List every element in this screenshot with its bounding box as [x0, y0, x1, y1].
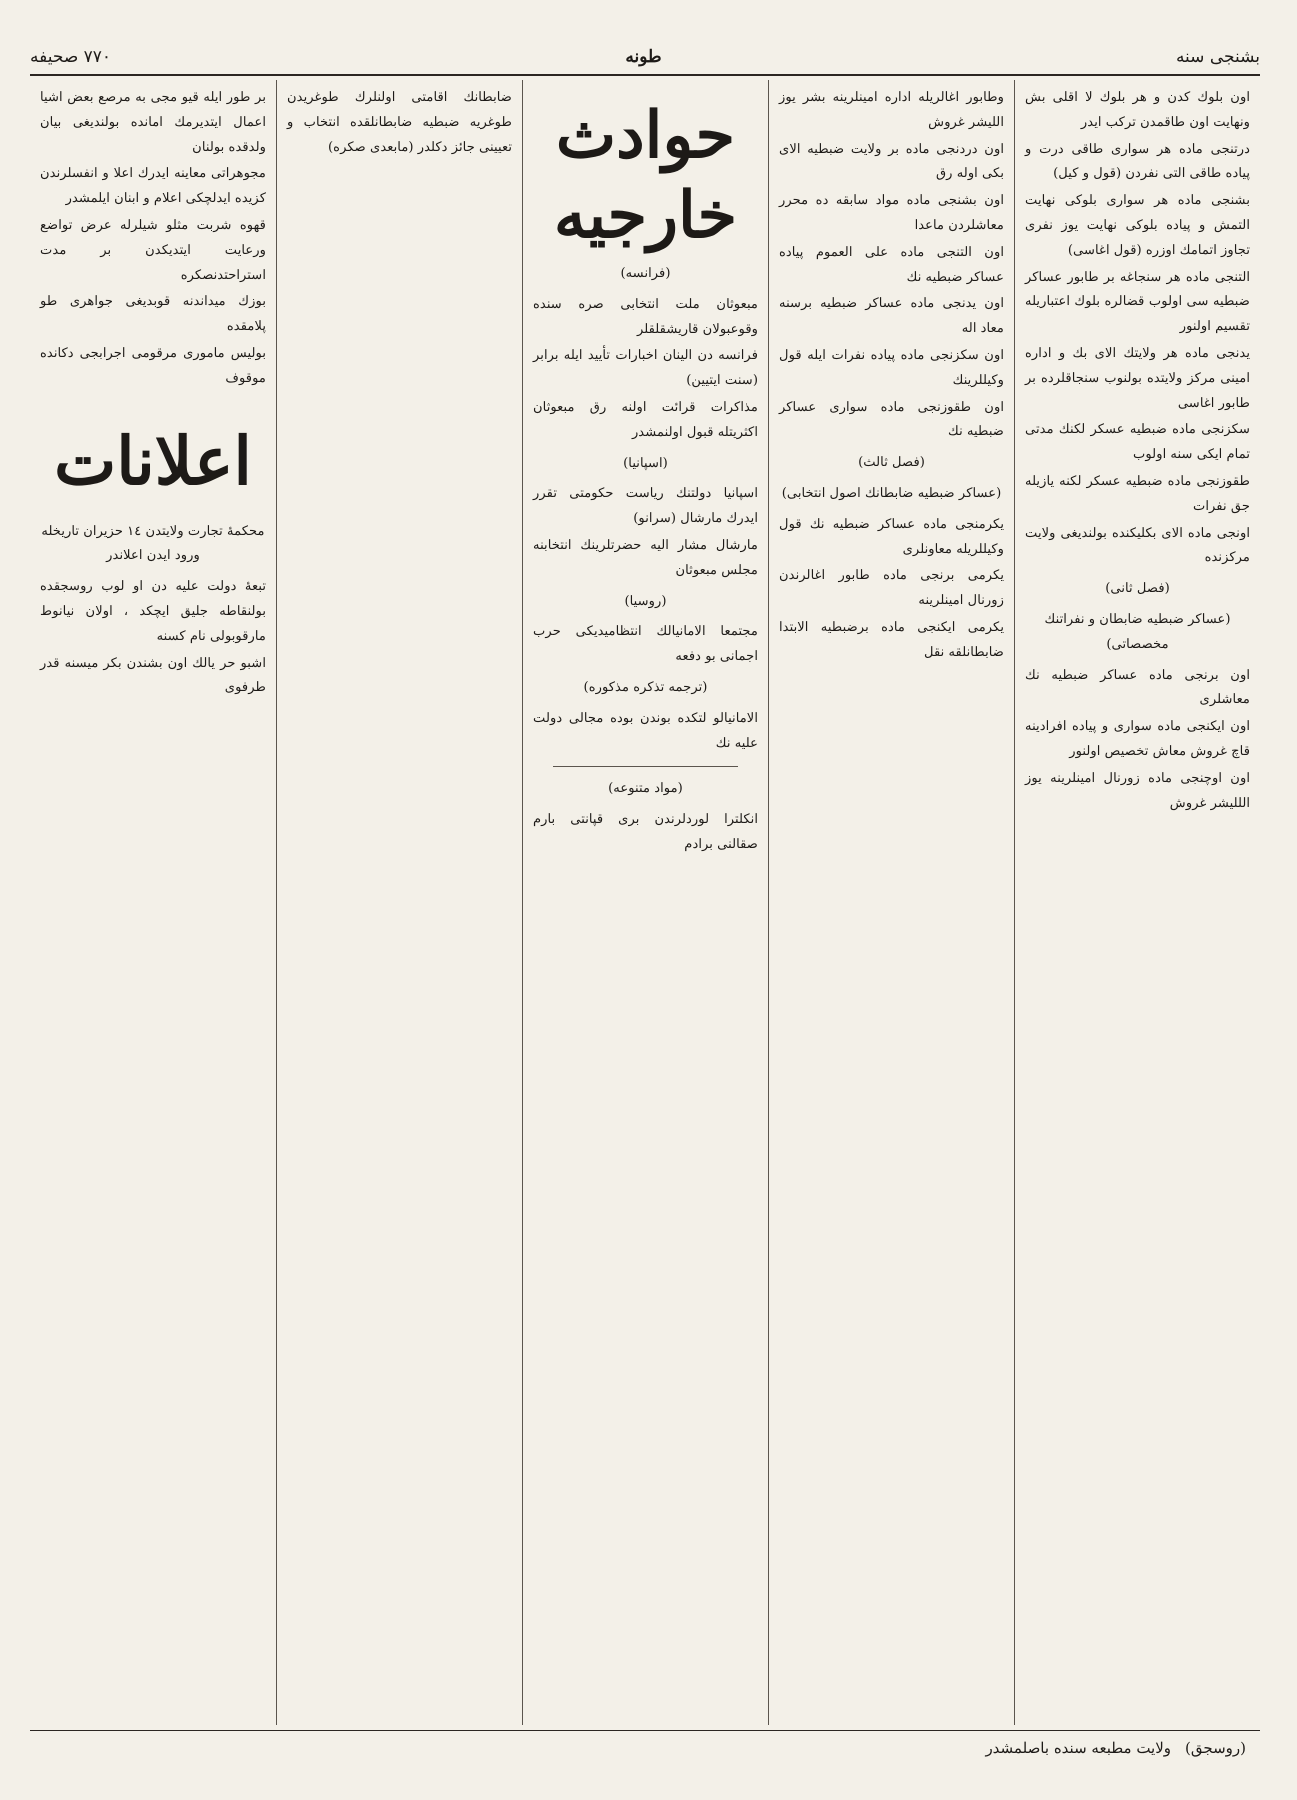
columns	[30, 80, 1260, 1725]
column-5	[30, 80, 276, 1725]
paragraph: ضابطانك اقامتی اولنلرك طوغریدن طوغریه ضبطیه ضابطانلقده انتخاب و تعیینی جائز دکلدر (مابعدی صکره)	[287, 90, 512, 155]
paragraph: مذاكرات قرائت اولنه رق مبعوثان اكثریتله قبول اولنمشدر	[533, 399, 758, 440]
paragraph: فرانسه دن الینان اخبارات تأیید ایله برابر (سنت ایتیین)	[533, 348, 758, 389]
paragraph: تبعهٔ دولت علیه دن او لوب روسجقده بولنقاطه جلیق ایچکد ، اولان نیانوط مارقوبولی نام کسنه	[40, 579, 266, 644]
paragraph: اون بشنجی ماده مواد سابقه ده محرر معاشلردن ماعدا	[779, 193, 1004, 233]
paragraph: طقوزنجی ماده ضبطیه عسکر لكنه یازیله جق نفرات	[1025, 473, 1250, 514]
paragraph: یدنجی ماده هر ولایتك الای بك و اداره امینی مرکز ولایتده بولنوب سنجاقلرده بر طابور اغاسی	[1025, 345, 1250, 411]
section-title: (فصل ثانی)	[1105, 581, 1170, 597]
column-2	[768, 80, 1014, 1725]
paragraph: اون اوچنجی ماده زورنال امینلرینه یوز الللیشر غروش	[1025, 770, 1250, 811]
paragraph: مجوهراتی معاینه ایدرك اعلا و انفسلرندن کزیده ایدلچکی اعلام و ابنان ایلمشدر	[40, 166, 266, 207]
paragraph: یکرمنجی ماده عساکر ضبطیه نك قول وکیللریله معاونلری	[779, 516, 1004, 557]
paragraph: بر طور ایله قیو مجی به مرصع بعض اشیا اعمال ایتدیرمك امانده بولندیغی بیان ولدقده بولنان	[40, 90, 266, 155]
footer-printer: ولایت مطبعه سنده باصلمشدر	[985, 1739, 1172, 1757]
announcements-masthead: اعلانات	[54, 421, 252, 500]
column-3	[522, 80, 768, 1725]
paragraph: وطابور اغالریله اداره امینلرینه بشر یوز اللیشر غروش	[779, 90, 1004, 130]
header-year: بشنجی سنه	[1175, 47, 1260, 67]
paragraph: اون ایکنجی ماده سواری و پیاده افرادینه قاچ غروش معاش تخصیص اولنور	[1025, 719, 1250, 759]
header-paper-name: طونه	[625, 47, 662, 67]
announcement-intro: محکمۀ تجارت ولایتدن ١٤ حزیران تاریخله ورود ایدن اعلاندر	[41, 523, 265, 564]
section-title-france: (فرانسه)	[620, 266, 671, 281]
paragraph: اون بلوك كدن و هر بلوك لا اقلى بش ونهايت اون طاقمدن ترکب ايدر	[1025, 90, 1250, 130]
paragraph: انکلترا لوردلرندن بری قپانتی بارم صقالنی برادم	[533, 812, 758, 852]
paragraph: التنجی ماده هر سنجاغه بر طابور عساکر ضبطیه سی اولوب قضالره بلوك اعتباریله تقسیم اولنور	[1025, 269, 1250, 335]
section-title-russia: (روسیا)	[624, 593, 667, 609]
paragraph: بولیس ماموری مرقومی اجرابجی دکانده موقوف	[40, 345, 266, 386]
paragraph: اشبو حر یالك اون بشندن بکر میسنه قدر طرفوی	[40, 655, 266, 696]
paragraph: اون یدنجی ماده عساکر ضبطیه برسنه معاد اله	[779, 296, 1004, 337]
paragraph: بوزك میداندنه قوبدیغی جواهری طو پلامقده	[40, 294, 266, 335]
paragraph: مجتمعا الامانیالك انتظامیدیکی حرب اجمانی بو دفعه	[533, 624, 758, 665]
page-footer	[30, 1730, 1260, 1765]
section-title: (فصل ثالث)	[858, 455, 925, 471]
section-subtitle: (عساکر ضبطیه ضابطان و نفراتنك مخصصاتی)	[1044, 611, 1231, 652]
divider	[553, 766, 738, 767]
newspaper-page	[30, 40, 1260, 1770]
section-title-spain: (اسپانیا)	[623, 455, 668, 471]
paragraph: سکزنجی ماده ضبطیه عسکر لکنك مدتی تمام ایکی سنه اولوب	[1025, 422, 1250, 463]
foreign-news-masthead: حوادث خارجیه	[553, 98, 738, 253]
paragraph: اون برنجی ماده عساکر ضبطیه نك معاشلری	[1025, 667, 1250, 708]
paragraph: اسپانیا دولتنك ریاست حکومتی تقرر ایدرك مارشال (سرانو)	[533, 486, 758, 527]
paragraph: مارشال مشار الیه حضرتلرینك انتخابنه مجلس مبعوثان	[533, 537, 758, 578]
paragraph: یکرمی ایکنجی ماده برضبطیه الابتدا ضابطانلقه نقل	[779, 619, 1004, 660]
header-page-number: ٧٧٠ صحیفه	[30, 47, 112, 67]
column-1	[1014, 80, 1260, 1725]
paragraph: اون التنجی ماده علی العموم پیاده عساکر ضبطیه نك	[779, 244, 1004, 285]
paragraph: قهوه شربت مثلو شیلرله عرض تواضع ورعایت ایتدیکدن بر مدت استراحتدنصکره	[40, 217, 266, 283]
paragraph: بشنجی ماده هر سواری بلوکی نهایت التمش و پیاده بلوکی نهایت یوز نفری تجاوز اتمامك اوزره (قول اغاسی)	[1025, 193, 1250, 258]
column-4	[276, 80, 522, 1725]
paragraph: اون طقوزنجی ماده سواری عساکر ضبطیه نك	[779, 399, 1004, 440]
paragraph: الامانیالو لتکده بوندن بوده مجالی دولت علیه نك	[533, 710, 758, 751]
section-title-miscellaneous: (مواد متنوعه)	[608, 781, 683, 797]
paragraph: یکرمی برنجی ماده طابور اغالرندن زورنال امینلرینه	[779, 568, 1004, 609]
section-subtitle: (عساکر ضبطیه ضابطانك اصول انتخابی)	[781, 485, 1002, 501]
footer-city: (روسجق)	[1185, 1739, 1246, 1757]
paragraph: مبعوثان ملت انتخابی صره سنده وقوعبولان قاریشقلقلر	[533, 296, 758, 337]
paragraph: اون دردنجی ماده بر ولایت ضبطیه الای بکی اوله رق	[779, 141, 1004, 182]
paragraph: اونجی ماده الای بکلیکنده بولنديغی ولايت مرکزنده	[1025, 525, 1250, 566]
translation-title: (ترجمه تذکره مذکوره)	[583, 679, 708, 695]
paragraph: درتنجی ماده هر سواری طاقی درت و پیاده طاقی التی نفردن (قول و كیل)	[1025, 141, 1250, 182]
paragraph: اون سکزنجی ماده پیاده نفرات ایله قول وکیللرینك	[779, 347, 1004, 388]
page-header	[30, 40, 1260, 76]
